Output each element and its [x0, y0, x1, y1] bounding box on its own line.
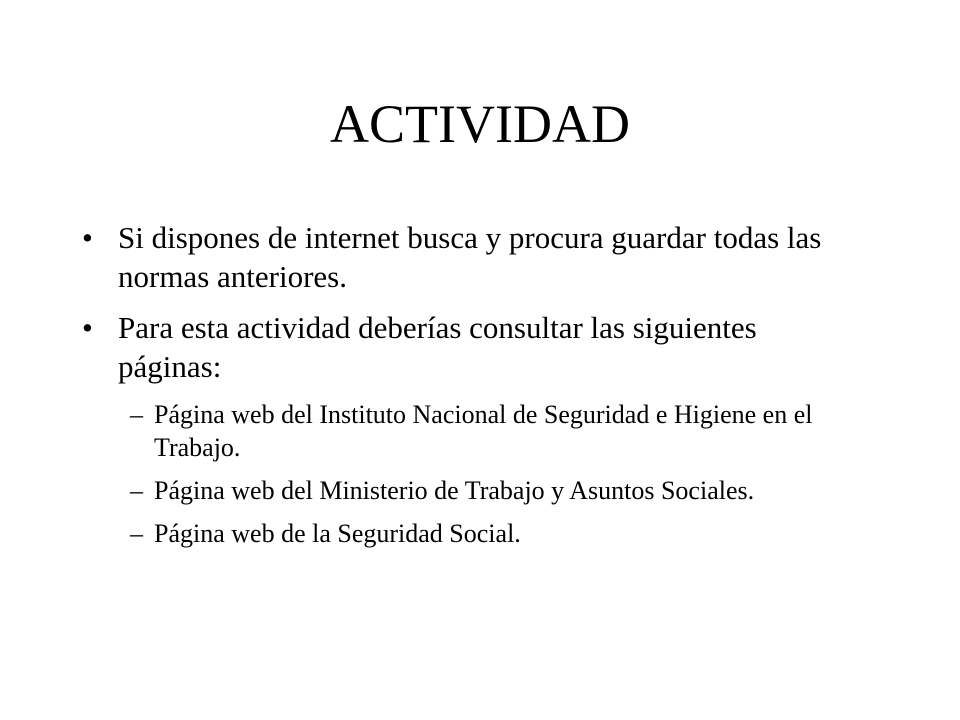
sub-bullet-item	[130, 517, 862, 550]
sub-bullet-marker: –	[130, 519, 143, 548]
bullet-marker: •	[82, 220, 93, 255]
sub-bullet-text: Página web del Ministerio de Trabajo y Asuntos Sociales.	[154, 476, 755, 505]
bullet-text: Para esta actividad deberías consultar las siguientes páginas:	[118, 310, 757, 384]
sub-bullet-marker: –	[130, 400, 143, 429]
bullet-text: Si dispones de internet busca y procura guardar todas las normas anteriores.	[118, 220, 822, 294]
sub-bullet-marker: –	[130, 476, 143, 505]
sub-bullet-text: Página web de la Seguridad Social.	[154, 519, 521, 548]
sub-bullet-item	[130, 398, 862, 464]
sub-bullet-text: Página web del Instituto Nacional de Seguridad e Higiene en el Trabajo.	[154, 400, 813, 462]
bullet-list	[82, 218, 862, 560]
slide-title: ACTIVIDAD	[330, 94, 630, 154]
sub-bullet-item	[130, 474, 862, 507]
bullet-item	[82, 218, 862, 296]
bullet-item	[82, 308, 862, 386]
bullet-marker: •	[82, 310, 93, 345]
